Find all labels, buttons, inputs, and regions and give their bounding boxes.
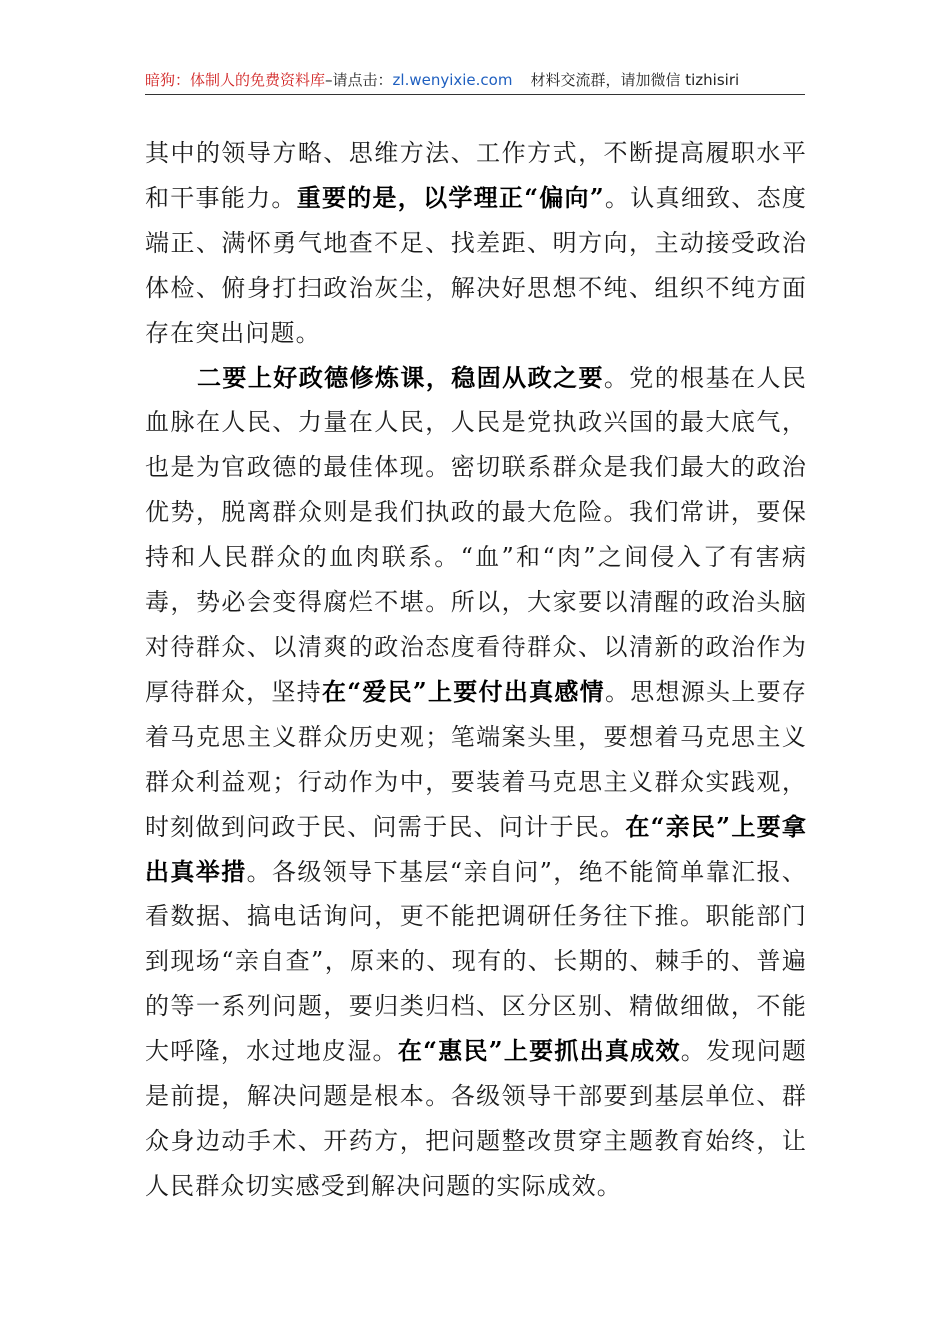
paragraph-1 xyxy=(145,131,807,356)
header-group-text: 材料交流群，请加微信 tizhisiri xyxy=(530,71,740,89)
para2-text-3: 。各级领导下基层“亲自问”，绝不能简单靠汇报、看数据、搞电话询问，更不能把调研任务往下推。职能部门到现场“亲自查”，原来的、现有的、长期的、棘手的、普遍的等一系列问题，要归类归档、区分区别、精做细做，不能大呼隆，水过地皮湿。 xyxy=(145,857,807,1066)
header-brand: 暗狗：体制人的免费资料库 xyxy=(145,71,326,89)
para1-bold-1: 重要的是，以学理正“偏向” xyxy=(296,182,605,212)
page-header xyxy=(145,70,805,95)
para2-bold-4: 在“惠民”上要抓出真成效 xyxy=(397,1036,681,1066)
header-url-link[interactable]: zl.wenyixie.com xyxy=(392,71,513,89)
para2-text-2: 。思想源头上要存着马克思主义群众历史观；笔端案头里，要想着马克思主义群众利益观；行动作为中，要装着马克思主义群众实践观，时刻做到问政于民、问需于民、问计于民。 xyxy=(145,677,807,841)
para2-bold-3: 在“亲民”上要拿出真举措 xyxy=(145,811,807,886)
paragraph-2 xyxy=(145,356,807,1209)
para2-bold-2: 在“爱民”上要付出真感情 xyxy=(321,676,605,706)
para2-text-4: 。发现问题是前提，解决问题是根本。各级领导干部要到基层单位、群众身边动手术、开药方，把问题整改贯穿主题教育始终，让人民群众切实感受到解决问题的实际成效。 xyxy=(145,1037,808,1200)
header-click-prefix: –请点击： xyxy=(325,71,393,89)
para2-text-1: 。党的根基在人民血脉在人民、力量在人民，人民是党执政兴国的最大底气，也是为官政德的最佳体现。密切联系群众是我们最大的政治优势，脱离群众则是我们执政的最大危险。我们常讲，要保持和人民群众的血肉联系。“血”和“肉”之间侵入了有害病毒，势必会变得腐烂不堪。所以，大家要以清醒的政治头脑对待群众、以清爽的政治态度看待群众、以清新的政治作为厚待群众，坚持 xyxy=(145,363,807,706)
para2-heading: 二要上好政德修炼课，稳固从政之要 xyxy=(197,362,604,392)
para1-text-1: 其中的领导方略、思维方法、工作方式，不断提高履职水平和干事能力。 xyxy=(145,139,807,212)
para1-text-2: 。认真细致、态度端正、满怀勇气地查不足、找差距、明方向，主动接受政治体检、俯身打扫政治灰尘，解决好思想不纯、组织不纯方面存在突出问题。 xyxy=(145,183,807,347)
document-body xyxy=(145,131,807,1209)
